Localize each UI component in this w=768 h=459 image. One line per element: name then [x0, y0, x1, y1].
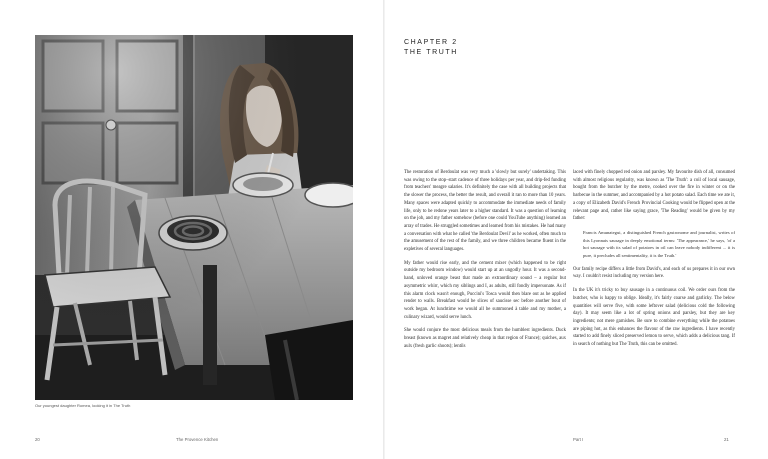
section-label: Part I [573, 437, 584, 442]
paragraph: In the UK it's tricky to buy sausage in a continuous coil. We order ours from the butcher, who is happy to oblige. Ideally, it's fairly coarse and garlicky. The below quantities will serve five, with some leftover salad (delicious cold the following day). It may seem like a lot of spring onions and parsley, but they are key ingredients; not mere garnishes. Be sure to combine everything while the potatoes are piping hot, as this enhances the flavour of the raw ingredients. I have recently started to add finely sliced preserved lemon to serve, which adds a delicious tang. If in search of nothing but The Truth, this can be omitted. [573, 288, 735, 348]
paragraph: The restoration of Berdoulat was very much a 'slowly but surely' undertaking. This was owing to the stop–start cadence of three holidays per year, and drip-fed funding from teachers' meagre salaries. It's definitely the case with all building projects that the slower the process, the better the result, and overall it ran to more than 10 years. Many spaces were adapted quickly to accommodate the immediate needs of family life, only to be redone years later to a higher standard. It was a question of learning on the job, and my father somehow (before one could YouTube anything) learned an array of trades. He struggled sometimes and learned from his mistakes. He had many a conversation with what he called 'the Berdoulat Devil' as he worked, often much to the amusement of the rest of the family, and we three children became fluent in the expletives of several languages. [404, 170, 566, 253]
photograph [35, 35, 353, 400]
book-gutter [383, 0, 385, 459]
photo-illustration [35, 35, 353, 400]
paragraph: laced with finely chopped red onion and parsley. My favourite dish of all, consumed with almost religious regularity, was known as 'The Truth': a coil of local sausage, bought from the butcher by the metre, cooked over the fire in winter or on the barbecue in the summer, and accompanied by a hot potato salad. Each time we ate it, a copy of Elizabeth David's French Provincial Cooking would be flipped open at the relevant page and, rather like saying grace, 'The Reading' would be given by my father: [573, 170, 735, 222]
chapter-title: THE TRUTH [404, 49, 458, 56]
chapter-label: CHAPTER 2 [404, 39, 458, 46]
text-column-left [404, 169, 566, 414]
block-quote: Francis Amunategui, a distinguished French gastronome and journalist, writes of this Lyonnais sausage in deeply emotional terms: 'The appearance,' he says, 'of a hot sausage with its salad of potatoes in oil can leave nobody indifferent ... it is pure, it precludes all sentimentality, it is the Truth.' [583, 229, 735, 259]
text-column-right [573, 169, 735, 414]
paragraph: My father would rise early, and the cement mixer (which happened to be right outside my bedroom window) would start up at an ungodly hour. It was a second-hand, unloved orange beast that made an extraordinary sound – a regular but asymmetric whirr, which my siblings and I, as adults, still fondly impersonate. As if this alarm clock wasn't enough, Puccini's Tosca would then blare out as he applied render to walls. Breakfast would be slices of saucisse sec before another bout of work began. At lunchtime we would all be summoned à table and my mother, a culinary wizard, would serve lunch. [404, 260, 566, 320]
chapter-heading [404, 38, 458, 58]
page-number-left: 20 [35, 437, 40, 442]
paragraph: She would conjure the most delicious meals from the humblest ingredients. Duck breast (known as magret and relatively cheap in that region of France); quiches, aux aulx (fresh garlic shoots); lentils [404, 328, 566, 349]
paragraph: Our family recipe differs a little from David's, and each of us prepares it in our own way. I couldn't resist including my version here. [573, 266, 735, 280]
photo-caption: Our youngest daughter Romea, looking it in The Truth [35, 403, 131, 408]
running-title: The Provence Kitchen [176, 437, 219, 442]
page-number-right: 21 [724, 437, 729, 442]
